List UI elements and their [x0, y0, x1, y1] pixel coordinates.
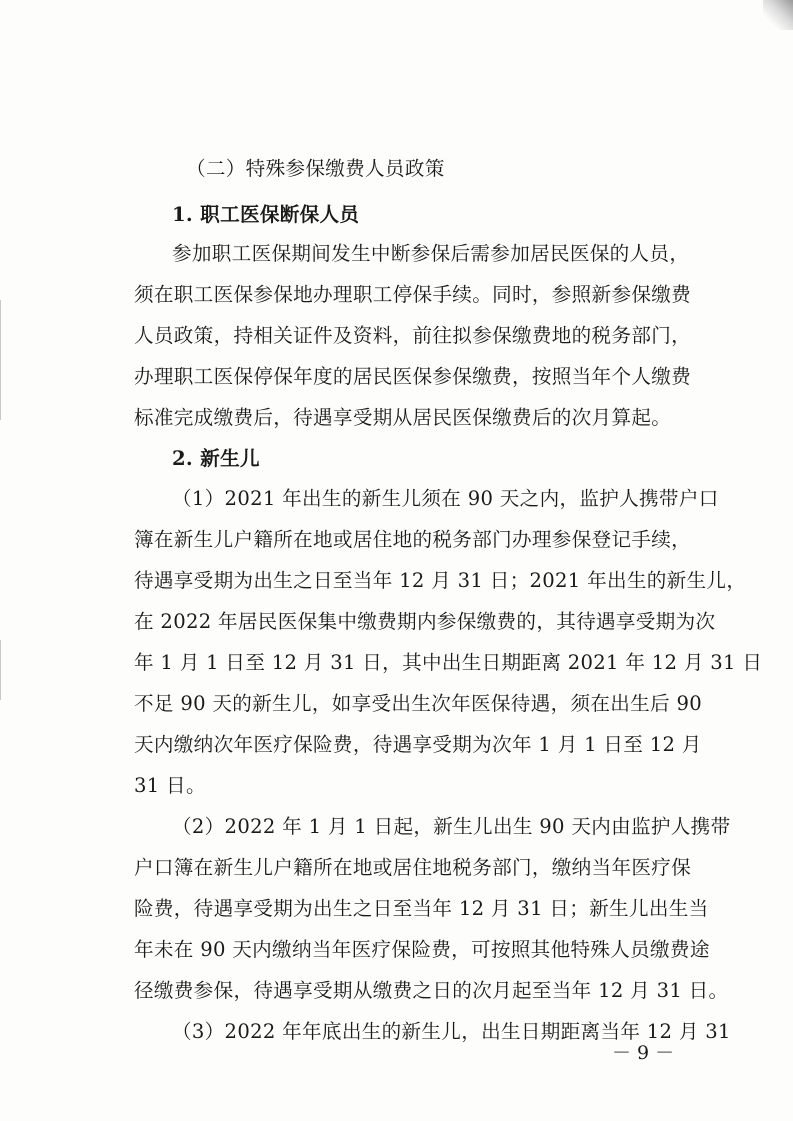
scan-edge-mark [0, 300, 1, 420]
scan-corner-shadow [763, 0, 793, 30]
subsection-heading-1: 1. 职工医保断保人员 [172, 203, 360, 226]
paragraph-line: 簿在新生儿户籍所在地或居住地的税务部门办理参保登记手续， [134, 528, 692, 551]
paragraph-line: 参加职工医保期间发生中断参保后需参加居民医保的人员， [172, 242, 690, 265]
paragraph-line: 户口簿在新生儿户籍所在地或居住地税务部门，缴纳当年医疗保 [134, 856, 692, 879]
paragraph-line: 天内缴纳次年医疗保险费，待遇享受期为次年 1 月 1 日至 12 月 [134, 733, 702, 756]
paragraph-line: 办理职工医保停保年度的居民医保参保缴费，按照当年个人缴费 [134, 365, 692, 388]
paragraph-line: 年未在 90 天内缴纳当年医疗保险费，可按照其他特殊人员缴费途 [134, 938, 710, 961]
paragraph-line: 标准完成缴费后，待遇享受期从居民医保缴费后的次月算起。 [134, 406, 672, 429]
paragraph-line: 人员政策，持相关证件及资料，前往拟参保缴费地的税务部门， [134, 324, 692, 347]
paragraph-line: 不足 90 天的新生儿，如享受出生次年医保待遇，须在出生后 90 [134, 692, 702, 715]
paragraph-line: 须在职工医保参保地办理职工停保手续。同时，参照新参保缴费 [134, 283, 692, 306]
page-number: － 9 － [612, 1042, 675, 1064]
scan-edge-mark [0, 640, 1, 700]
paragraph-line: 年 1 月 1 日至 12 月 31 日，其中出生日期距离 2021 年 12 月 31 日 [134, 651, 763, 674]
paragraph-line: （1）2021 年出生的新生儿须在 90 天之内，监护人携带户口 [172, 487, 719, 510]
paragraph-line: 险费，待遇享受期为出生之日至当年 12 月 31 日；新生儿出生当 [134, 897, 709, 920]
paragraph-line: 待遇享受期为出生之日至当年 12 月 31 日；2021 年出生的新生儿， [134, 569, 747, 592]
paragraph-line: 在 2022 年居民医保集中缴费期内参保缴费的，其待遇享受期为次 [134, 610, 716, 633]
section-heading: （二）特殊参保缴费人员政策 [186, 157, 445, 180]
paragraph-line: （2）2022 年 1 月 1 日起，新生儿出生 90 天内由监护人携带 [172, 815, 731, 838]
paragraph-line: 径缴费参保，待遇享受期从缴费之日的次月起至当年 12 月 31 日。 [134, 979, 729, 1002]
paragraph-line: （3）2022 年年底出生的新生儿，出生日期距离当年 12 月 31 [172, 1020, 731, 1043]
subsection-heading-2: 2. 新生儿 [172, 447, 260, 470]
paragraph-line: 31 日。 [134, 774, 206, 797]
